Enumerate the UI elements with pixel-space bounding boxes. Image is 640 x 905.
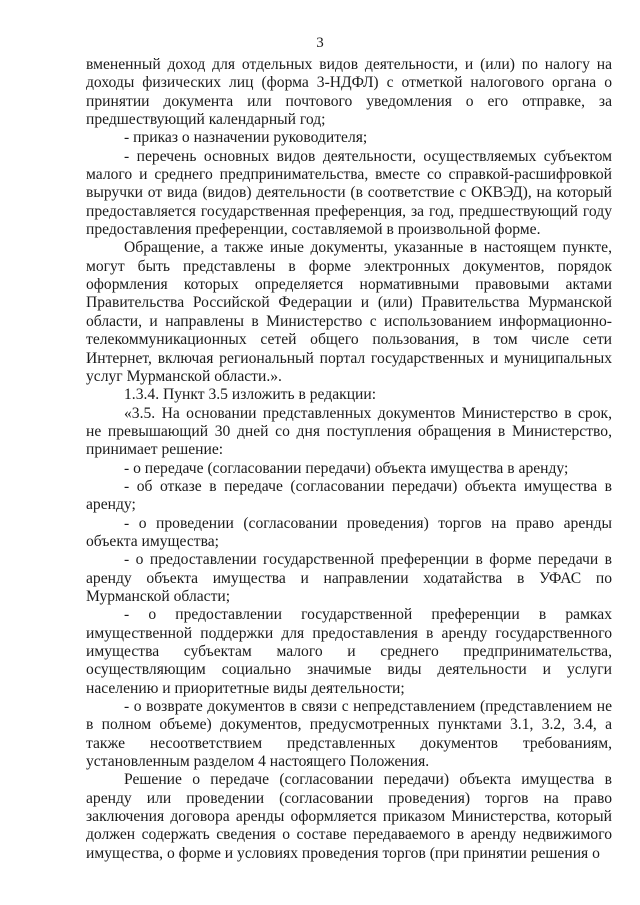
paragraph: вмененный доход для отдельных видов деятельности, и (или) по налогу на доходы физических лиц (форма 3-НДФЛ) с отметкой налогового органа о принятии документа или почтового уведомления о его отправке, за предшествующий календарный год; xyxy=(86,56,612,129)
paragraph: - о предоставлении государственной преференции в рамках имущественной поддержки для предоставления в аренду государственного имущества субъектам малого и среднего предпринимательства, осуществляющим социально значимые виды деятельности и услуги населению и приоритетные виды деятельности; xyxy=(86,606,612,697)
paragraph: - о предоставлении государственной преференции в форме передачи в аренду объекта имущества и направлении ходатайства в УФАС по Мурманской области; xyxy=(86,551,612,605)
paragraph: - о проведении (согласовании проведения) торгов на право аренды объекта имущества; xyxy=(86,514,612,550)
paragraph: - о передаче (согласовании передачи) объекта имущества в аренду; xyxy=(124,459,569,477)
paragraph: Решение о передаче (согласовании передачи) объекта имущества в аренду или проведении (согласовании проведения) торгов на право заключения договора аренды оформляется приказом Министерства, который должен содержать сведения о составе передаваемого в аренду недвижимого имущества, о форме и условиях проведения торгов (при принятии решения о xyxy=(86,771,612,862)
paragraph: 1.3.4. Пункт 3.5 изложить в редакции: xyxy=(124,386,377,404)
paragraph: - перечень основных видов деятельности, осуществляемых субъектом малого и среднего предпринимательства, вместе со справкой-расшифровкой выручки от вида (видов) деятельности (в соответствие с ОКВЭД), на который предоставляется государственная преференция, за год, предшествующий году предоставления преференции, составляемой в произвольной форме. xyxy=(86,147,612,239)
page-number: 3 xyxy=(316,35,324,51)
paragraph: - о возврате документов в связи с непредставлением (представлением не в полном объеме) документов, предусмотренных пунктами 3.1, 3.2, 3.4, а также несоответствием представленных документов требованиям, установленным разделом 4 настоящего Положения. xyxy=(86,698,612,771)
paragraph: Обращение, а также иные документы, указанные в настоящем пункте, могут быть представлены в форме электронных документов, порядок оформления которых определяется нормативными правовыми актами Правительства Российской Федерации и (или) Правительства Мурманской области, и направлены в Министерство с использованием информационно-телекоммуникационных сетей общего пользования, в том числе сети Интернет, включая региональный портал государственных и муниципальных услуг Мурманской области.». xyxy=(86,239,612,385)
paragraph: - приказ о назначении руководителя; xyxy=(124,129,368,147)
document-body xyxy=(86,56,612,863)
paragraph: - об отказе в передаче (согласовании передачи) объекта имущества в аренду; xyxy=(86,477,612,514)
paragraph: «3.5. На основании представленных документов Министерство в срок, не превышающий 30 дней со дня поступления обращения в Министерство, принимает решение: xyxy=(86,404,612,459)
